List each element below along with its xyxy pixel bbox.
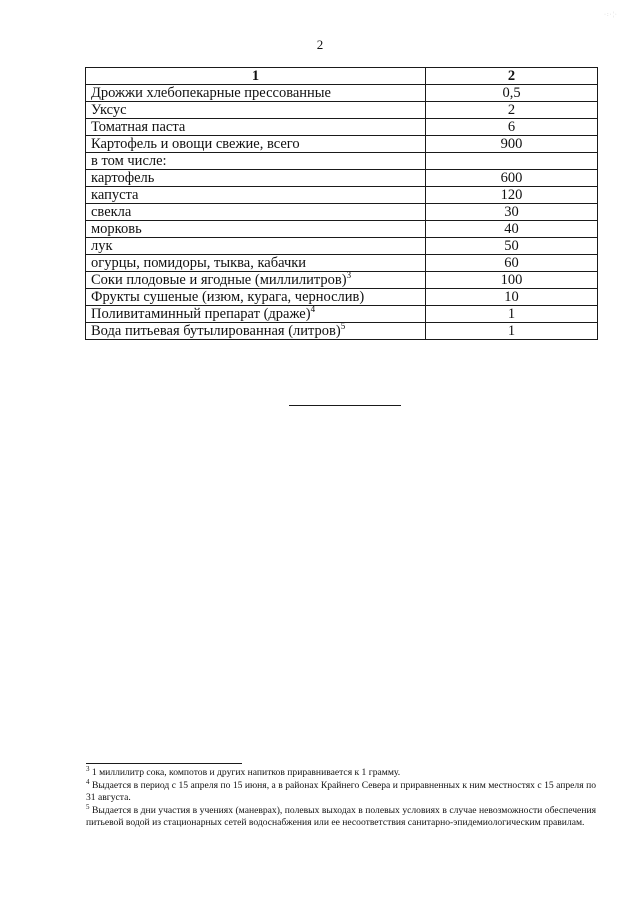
table-row [86,238,598,255]
end-of-table-rule [289,405,401,406]
footnote-reference: 3 [346,271,352,281]
item-name: в том числе: [91,153,167,169]
item-value-cell: 100 [426,272,598,289]
item-name-cell [86,136,426,153]
item-name-cell [86,119,426,136]
footnote-separator [86,763,242,764]
item-name: свекла [91,204,132,220]
item-value-cell: 40 [426,221,598,238]
footnote-text: 1 миллилитр сока, компотов и других напитков приравнивается к 1 грамму. [89,767,401,778]
table-row [86,255,598,272]
item-name: Уксус [91,102,127,118]
footnote-reference: 4 [310,305,316,315]
table-row [86,204,598,221]
item-name: огурцы, помидоры, тыква, кабачки [91,255,307,271]
footnotes [86,764,596,830]
item-name-cell [86,289,426,306]
column-header-1: 1 [86,68,426,85]
scan-corner-mark: ·:·¦· [604,12,618,18]
item-name: картофель [91,170,155,186]
item-value-cell: 1 [426,306,598,323]
item-name: лук [91,238,113,254]
table-row [86,119,598,136]
table-row [86,102,598,119]
item-name-cell [86,238,426,255]
table-row [86,306,598,323]
footnote-mark: 3 [86,764,90,773]
item-name-cell [86,323,426,340]
table-row [86,187,598,204]
item-value-cell: 50 [426,238,598,255]
table-row [86,221,598,238]
item-name: Дрожжи хлебопекарные прессованные [91,85,331,101]
table-row [86,85,598,102]
item-name: морковь [91,221,142,237]
item-value-cell: 2 [426,102,598,119]
table-row [86,323,598,340]
item-value-cell [426,153,598,170]
table-row [86,136,598,153]
column-header-2: 2 [426,68,598,85]
table-header-row [86,68,598,85]
item-name: Картофель и овощи свежие, всего [91,136,300,152]
item-value-cell: 10 [426,289,598,306]
footnote-mark: 4 [86,777,90,786]
table-row [86,289,598,306]
item-name: Томатная паста [91,119,186,135]
footnote-mark: 5 [86,802,90,811]
item-value-cell: 60 [426,255,598,272]
item-name-cell [86,306,426,323]
item-name-cell [86,255,426,272]
item-name-cell [86,187,426,204]
item-value-cell: 900 [426,136,598,153]
item-name: капуста [91,187,139,203]
table-body [86,85,598,340]
footnote [86,777,596,805]
item-value-cell: 6 [426,119,598,136]
table-row [86,170,598,187]
item-value-cell: 30 [426,204,598,221]
item-name-cell [86,153,426,170]
footnote [86,802,596,830]
item-name-cell [86,272,426,289]
item-value-cell: 120 [426,187,598,204]
item-value-cell: 1 [426,323,598,340]
item-name: Вода питьевая бутылированная (литров) [91,323,341,339]
footnote-reference: 5 [340,322,346,332]
item-name: Поливитаминный препарат (драже) [91,306,311,322]
footnote-text: Выдается в дни участия в учениях (маневрах), полевых выходах в полевых условиях в случае невозможности обеспечения питьевой водой из стационарных сетей водоснабжения или ее несоответствия санитарно-эпидемиологическим правилам. [86,804,596,828]
item-name: Фрукты сушеные (изюм, курага, чернослив) [91,289,365,305]
page-number: 2 [316,37,324,52]
table-row [86,272,598,289]
item-name-cell [86,204,426,221]
table-row [86,153,598,170]
item-name-cell [86,85,426,102]
footnote-text: Выдается в период с 15 апреля по 15 июня, а в районах Крайнего Севера и приравненных к ним местностях с 15 апреля по 31 августа. [86,779,596,803]
item-name-cell [86,221,426,238]
footnote [86,764,596,780]
item-name: Соки плодовые и ягодные (миллилитров) [91,272,347,288]
item-name-cell [86,170,426,187]
item-value-cell: 600 [426,170,598,187]
item-value-cell: 0,5 [426,85,598,102]
norms-table [85,67,598,340]
item-name-cell [86,102,426,119]
